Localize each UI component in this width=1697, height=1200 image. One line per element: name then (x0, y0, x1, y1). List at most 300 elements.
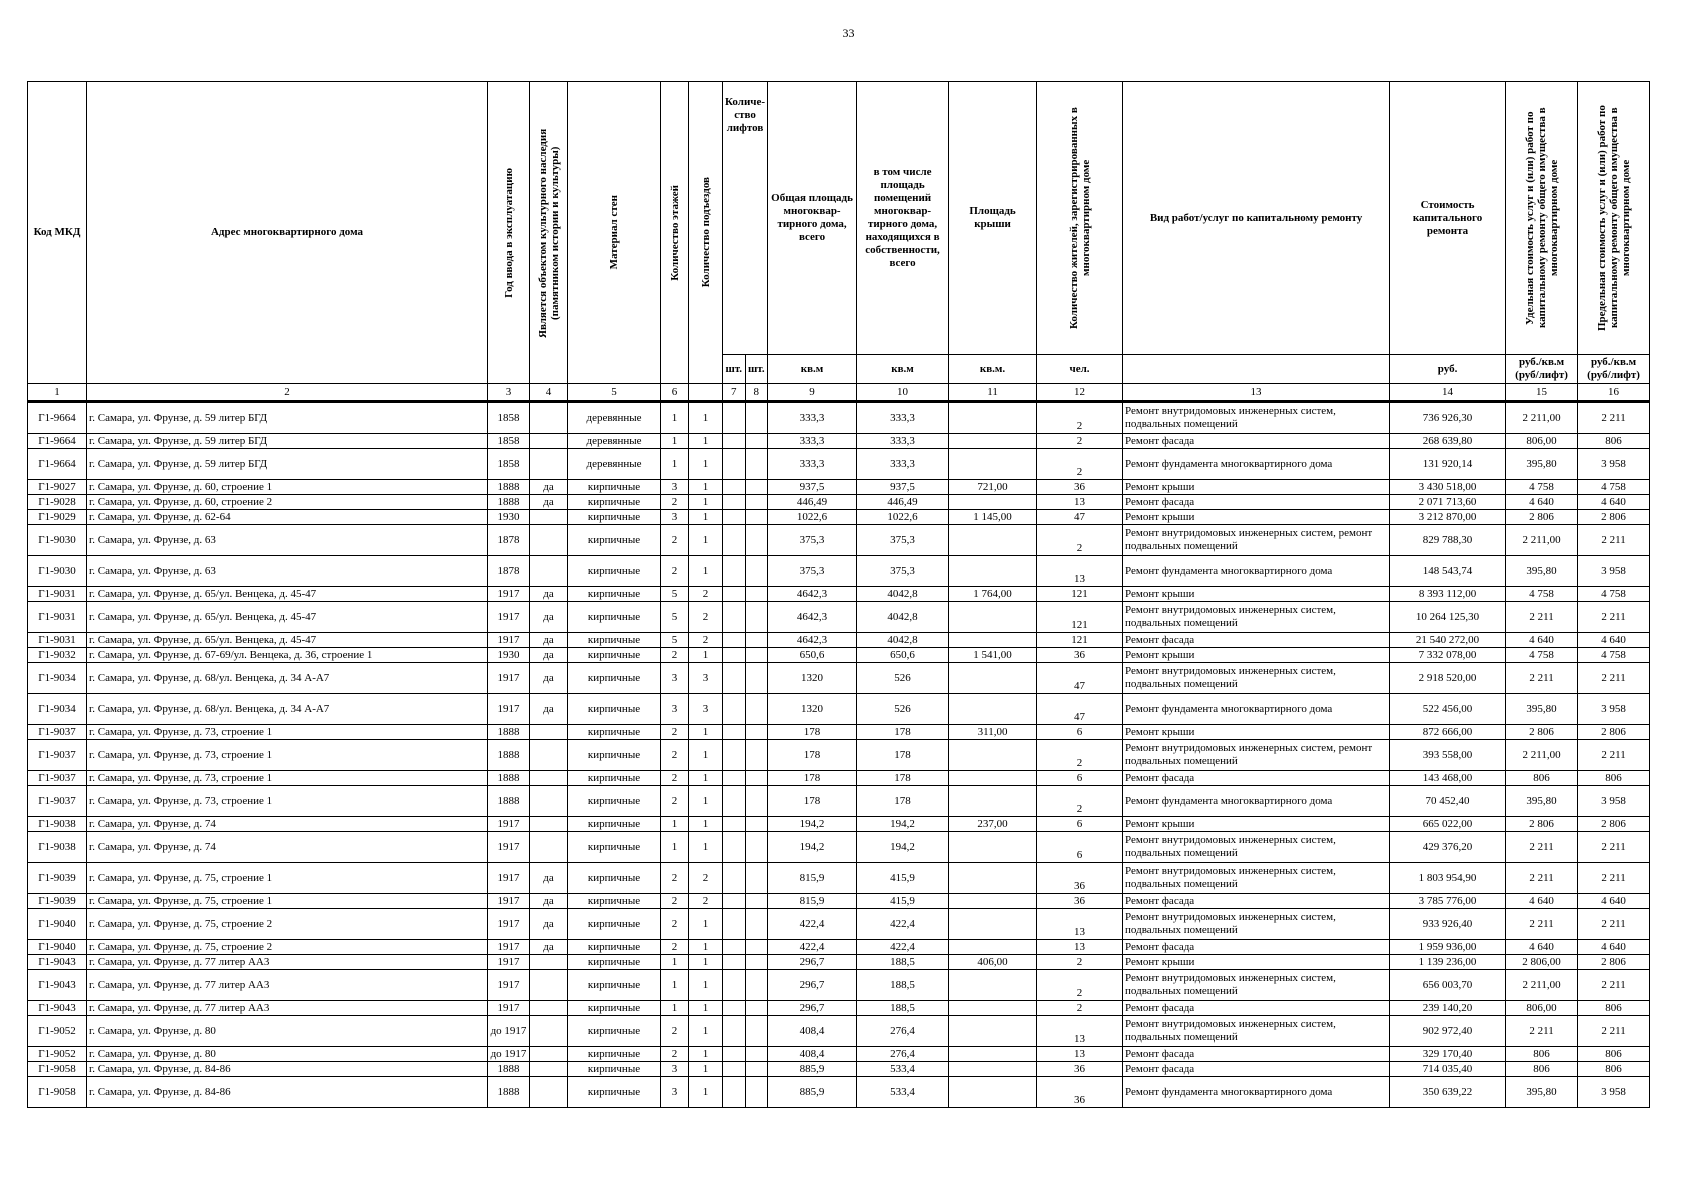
cell-limit-cost: 3 958 (1578, 786, 1650, 817)
cell-work-type: Ремонт внутридомовых инженерных систем, подвальных помещений (1123, 970, 1390, 1001)
cell-residents: 121 (1037, 587, 1123, 602)
cell-total-area: 4642,3 (768, 587, 857, 602)
cell-lifts-cargo (745, 894, 768, 909)
table-row (28, 786, 1650, 817)
cell-lifts-passenger (723, 587, 746, 602)
cell-residents: 13 (1037, 1047, 1123, 1062)
cell-total-area: 650,6 (768, 648, 857, 663)
cell-limit-cost: 3 958 (1578, 694, 1650, 725)
table-row (28, 694, 1650, 725)
cell-total-area: 296,7 (768, 970, 857, 1001)
cell-lifts-cargo (745, 863, 768, 894)
cell-lifts-cargo (745, 725, 768, 740)
cell-lifts-cargo (745, 648, 768, 663)
header-limit-cost-text: Предельная стоимость услуг и (или) работ по капитальному ремонту общего имущества в многоквартирном доме (1595, 105, 1632, 331)
cell-entrances: 1 (689, 725, 723, 740)
cell-lifts-passenger (723, 817, 746, 832)
table-row (28, 449, 1650, 480)
column-number: 2 (87, 384, 488, 402)
cell-walls: кирпичные (568, 525, 661, 556)
cell-cost: 714 035,40 (1390, 1062, 1506, 1077)
cell-walls: кирпичные (568, 817, 661, 832)
cell-limit-cost: 3 958 (1578, 556, 1650, 587)
cell-lifts-cargo (745, 786, 768, 817)
cell-lifts-cargo (745, 480, 768, 495)
cell-entrances: 1 (689, 1062, 723, 1077)
table-row (28, 1047, 1650, 1062)
cell-lifts-passenger (723, 1062, 746, 1077)
cell-cost: 8 393 112,00 (1390, 587, 1506, 602)
unit-residents: чел. (1037, 355, 1123, 384)
cell-floors: 2 (661, 1047, 689, 1062)
cell-unit-cost: 2 211 (1506, 1016, 1578, 1047)
cell-year: 1888 (488, 786, 530, 817)
cell-unit-cost: 2 806,00 (1506, 955, 1578, 970)
cell-total-area: 333,3 (768, 434, 857, 449)
cell-lifts-passenger (723, 480, 746, 495)
cell-total-area: 815,9 (768, 863, 857, 894)
cell-code: Г1-9040 (28, 940, 87, 955)
cell-address: г. Самара, ул. Фрунзе, д. 74 (87, 817, 488, 832)
cell-cost: 3 212 870,00 (1390, 510, 1506, 525)
cell-lifts-cargo (745, 556, 768, 587)
cell-code: Г1-9034 (28, 663, 87, 694)
unit-limit-cost: руб./кв.м (руб/лифт) (1578, 355, 1650, 384)
cell-address: г. Самара, ул. Фрунзе, д. 62-64 (87, 510, 488, 525)
cell-residents: 13 (1037, 909, 1123, 940)
cell-limit-cost: 2 806 (1578, 725, 1650, 740)
cell-owned-area: 533,4 (857, 1077, 949, 1108)
cell-total-area: 4642,3 (768, 602, 857, 633)
cell-lifts-passenger (723, 694, 746, 725)
cell-owned-area: 194,2 (857, 832, 949, 863)
cell-roof-area: 1 764,00 (949, 587, 1037, 602)
cell-year: 1917 (488, 970, 530, 1001)
cell-residents: 6 (1037, 725, 1123, 740)
cell-limit-cost: 2 211 (1578, 602, 1650, 633)
cell-entrances: 1 (689, 1047, 723, 1062)
cell-lifts-passenger (723, 771, 746, 786)
cell-address: г. Самара, ул. Фрунзе, д. 74 (87, 832, 488, 863)
cell-lifts-passenger (723, 1001, 746, 1016)
unit-total-area: кв.м (768, 355, 857, 384)
header-unit-cost-text: Удельная стоимость услуг и (или) работ по капитальному ремонту общего имущества в многоквартирном доме (1523, 107, 1560, 329)
cell-cost: 131 920,14 (1390, 449, 1506, 480)
cell-unit-cost: 395,80 (1506, 1077, 1578, 1108)
cell-cost: 393 558,00 (1390, 740, 1506, 771)
cell-walls: кирпичные (568, 740, 661, 771)
cell-heritage (530, 970, 568, 1001)
cell-unit-cost: 4 640 (1506, 894, 1578, 909)
cell-cost: 148 543,74 (1390, 556, 1506, 587)
page-number: 33 (842, 26, 855, 40)
cell-work-type: Ремонт крыши (1123, 510, 1390, 525)
cell-limit-cost: 3 958 (1578, 449, 1650, 480)
cell-limit-cost: 2 211 (1578, 740, 1650, 771)
cell-owned-area: 333,3 (857, 434, 949, 449)
cell-owned-area: 415,9 (857, 863, 949, 894)
cell-residents: 6 (1037, 832, 1123, 863)
cell-total-area: 296,7 (768, 1001, 857, 1016)
cell-lifts-cargo (745, 525, 768, 556)
cell-code: Г1-9058 (28, 1062, 87, 1077)
cell-walls: кирпичные (568, 556, 661, 587)
cell-lifts-passenger (723, 633, 746, 648)
cell-unit-cost: 2 211,00 (1506, 970, 1578, 1001)
cell-code: Г1-9052 (28, 1016, 87, 1047)
cell-entrances: 3 (689, 663, 723, 694)
header-residents-text: Количество жителей, зарегистрированных в многоквартирном доме (1067, 107, 1092, 329)
cell-owned-area: 194,2 (857, 817, 949, 832)
cell-code: Г1-9052 (28, 1047, 87, 1062)
cell-lifts-passenger (723, 894, 746, 909)
cell-roof-area (949, 1077, 1037, 1108)
cell-roof-area (949, 694, 1037, 725)
cell-address: г. Самара, ул. Фрунзе, д. 73, строение 1 (87, 771, 488, 786)
cell-limit-cost: 806 (1578, 771, 1650, 786)
cell-unit-cost: 395,80 (1506, 694, 1578, 725)
cell-lifts-passenger (723, 1077, 746, 1108)
cell-owned-area: 188,5 (857, 955, 949, 970)
cell-total-area: 815,9 (768, 894, 857, 909)
cell-entrances: 1 (689, 740, 723, 771)
cell-roof-area: 311,00 (949, 725, 1037, 740)
cell-work-type: Ремонт крыши (1123, 955, 1390, 970)
cell-year: 1917 (488, 694, 530, 725)
cell-cost: 2 071 713,60 (1390, 495, 1506, 510)
cell-lifts-passenger (723, 863, 746, 894)
cell-entrances: 2 (689, 863, 723, 894)
cell-lifts-cargo (745, 1047, 768, 1062)
cell-work-type: Ремонт фасада (1123, 1001, 1390, 1016)
cell-unit-cost: 395,80 (1506, 449, 1578, 480)
cell-unit-cost: 2 806 (1506, 510, 1578, 525)
cell-heritage: да (530, 863, 568, 894)
column-number (689, 384, 723, 402)
cell-work-type: Ремонт фасада (1123, 1047, 1390, 1062)
cell-work-type: Ремонт фундамента многоквартирного дома (1123, 786, 1390, 817)
cell-residents: 6 (1037, 771, 1123, 786)
cell-lifts-passenger (723, 740, 746, 771)
cell-unit-cost: 2 211 (1506, 863, 1578, 894)
cell-total-area: 4642,3 (768, 633, 857, 648)
cell-total-area: 885,9 (768, 1077, 857, 1108)
cell-unit-cost: 2 211 (1506, 663, 1578, 694)
cell-total-area: 375,3 (768, 556, 857, 587)
cell-walls: кирпичные (568, 1001, 661, 1016)
cell-unit-cost: 806 (1506, 1062, 1578, 1077)
cell-limit-cost: 2 806 (1578, 817, 1650, 832)
cell-lifts-passenger (723, 909, 746, 940)
cell-walls: кирпичные (568, 633, 661, 648)
header-walls (568, 82, 661, 384)
header-entrances-text: Количество подъездов (699, 177, 712, 288)
table-row (28, 434, 1650, 449)
cell-code: Г1-9037 (28, 771, 87, 786)
cell-work-type: Ремонт внутридомовых инженерных систем, подвальных помещений (1123, 1016, 1390, 1047)
cell-heritage (530, 1077, 568, 1108)
cell-lifts-passenger (723, 449, 746, 480)
cell-residents: 2 (1037, 402, 1123, 434)
cell-lifts-passenger (723, 1016, 746, 1047)
cell-heritage (530, 449, 568, 480)
cell-lifts-passenger (723, 832, 746, 863)
cell-unit-cost: 806,00 (1506, 1001, 1578, 1016)
cell-code: Г1-9031 (28, 587, 87, 602)
cell-work-type: Ремонт внутридомовых инженерных систем, подвальных помещений (1123, 663, 1390, 694)
table-row (28, 940, 1650, 955)
cell-year: 1917 (488, 633, 530, 648)
cell-code: Г1-9029 (28, 510, 87, 525)
cell-entrances: 1 (689, 832, 723, 863)
column-number: 7 (723, 384, 746, 402)
cell-cost: 1 803 954,90 (1390, 863, 1506, 894)
cell-cost: 2 918 520,00 (1390, 663, 1506, 694)
cell-total-area: 446,49 (768, 495, 857, 510)
cell-address: г. Самара, ул. Фрунзе, д. 77 литер АА3 (87, 1001, 488, 1016)
cell-heritage (530, 1047, 568, 1062)
cell-lifts-cargo (745, 587, 768, 602)
cell-lifts-cargo (745, 1062, 768, 1077)
cell-cost: 21 540 272,00 (1390, 633, 1506, 648)
cell-heritage: да (530, 663, 568, 694)
header-lifts: Количе-ство лифтов (723, 82, 768, 355)
cell-cost: 1 139 236,00 (1390, 955, 1506, 970)
cell-year: 1930 (488, 648, 530, 663)
cell-heritage (530, 1001, 568, 1016)
column-number: 9 (768, 384, 857, 402)
cell-cost: 429 376,20 (1390, 832, 1506, 863)
cell-address: г. Самара, ул. Фрунзе, д. 75, строение 2 (87, 940, 488, 955)
cell-work-type: Ремонт фундамента многоквартирного дома (1123, 556, 1390, 587)
cell-year: 1917 (488, 663, 530, 694)
cell-year: 1917 (488, 955, 530, 970)
table-row (28, 648, 1650, 663)
cell-entrances: 1 (689, 495, 723, 510)
cell-lifts-cargo (745, 495, 768, 510)
cell-total-area: 1320 (768, 663, 857, 694)
cell-entrances: 3 (689, 694, 723, 725)
cell-owned-area: 4042,8 (857, 633, 949, 648)
cell-work-type: Ремонт фасада (1123, 495, 1390, 510)
cell-work-type: Ремонт внутридомовых инженерных систем, подвальных помещений (1123, 402, 1390, 434)
cell-owned-area: 178 (857, 740, 949, 771)
table-row (28, 832, 1650, 863)
cell-roof-area: 406,00 (949, 955, 1037, 970)
cell-roof-area (949, 449, 1037, 480)
cell-residents: 36 (1037, 648, 1123, 663)
cell-walls: кирпичные (568, 587, 661, 602)
cell-cost: 872 666,00 (1390, 725, 1506, 740)
cell-floors: 3 (661, 663, 689, 694)
cell-entrances: 1 (689, 909, 723, 940)
cell-owned-area: 178 (857, 725, 949, 740)
cell-cost: 522 456,00 (1390, 694, 1506, 725)
unit-owned-area: кв.м (857, 355, 949, 384)
cell-roof-area (949, 402, 1037, 434)
cell-heritage (530, 771, 568, 786)
cell-limit-cost: 4 640 (1578, 495, 1650, 510)
cell-owned-area: 333,3 (857, 449, 949, 480)
cell-entrances: 1 (689, 434, 723, 449)
cell-lifts-passenger (723, 525, 746, 556)
cell-walls: кирпичные (568, 1062, 661, 1077)
cell-unit-cost: 4 640 (1506, 633, 1578, 648)
header-code: Код МКД (28, 82, 87, 384)
cell-residents: 6 (1037, 817, 1123, 832)
table-row (28, 1062, 1650, 1077)
cell-total-area: 178 (768, 740, 857, 771)
cell-cost: 3 785 776,00 (1390, 894, 1506, 909)
cell-walls: кирпичные (568, 1016, 661, 1047)
cell-lifts-passenger (723, 725, 746, 740)
table-row (28, 771, 1650, 786)
cell-heritage (530, 817, 568, 832)
cell-residents: 47 (1037, 694, 1123, 725)
cell-unit-cost: 4 640 (1506, 940, 1578, 955)
header-cost: Стоимость капитального ремонта (1390, 82, 1506, 355)
cell-roof-area: 1 541,00 (949, 648, 1037, 663)
cell-limit-cost: 4 640 (1578, 633, 1650, 648)
cell-unit-cost: 806,00 (1506, 434, 1578, 449)
cell-entrances: 1 (689, 449, 723, 480)
cell-cost: 239 140,20 (1390, 1001, 1506, 1016)
cell-address: г. Самара, ул. Фрунзе, д. 68/ул. Венцека, д. 34 А-А7 (87, 663, 488, 694)
cell-heritage: да (530, 940, 568, 955)
table-row (28, 863, 1650, 894)
table-body (28, 402, 1650, 1108)
cell-lifts-passenger (723, 648, 746, 663)
cell-work-type: Ремонт фундамента многоквартирного дома (1123, 449, 1390, 480)
cell-cost: 268 639,80 (1390, 434, 1506, 449)
cell-walls: кирпичные (568, 1047, 661, 1062)
cell-floors: 2 (661, 909, 689, 940)
cell-code: Г1-9040 (28, 909, 87, 940)
cell-lifts-cargo (745, 909, 768, 940)
cell-walls: кирпичные (568, 495, 661, 510)
cell-heritage: да (530, 633, 568, 648)
cell-walls: кирпичные (568, 863, 661, 894)
cell-lifts-cargo (745, 817, 768, 832)
cell-owned-area: 276,4 (857, 1016, 949, 1047)
cell-lifts-cargo (745, 633, 768, 648)
cell-cost: 656 003,70 (1390, 970, 1506, 1001)
cell-work-type: Ремонт фасада (1123, 940, 1390, 955)
cell-entrances: 1 (689, 510, 723, 525)
cell-address: г. Самара, ул. Фрунзе, д. 65/ул. Венцека, д. 45-47 (87, 587, 488, 602)
cell-lifts-cargo (745, 940, 768, 955)
cell-unit-cost: 2 211,00 (1506, 740, 1578, 771)
cell-residents: 2 (1037, 970, 1123, 1001)
cell-floors: 2 (661, 525, 689, 556)
cell-work-type: Ремонт крыши (1123, 817, 1390, 832)
header-walls-text: Материал стен (608, 195, 620, 270)
cell-residents: 36 (1037, 480, 1123, 495)
cell-year: 1888 (488, 725, 530, 740)
cell-owned-area: 375,3 (857, 525, 949, 556)
cell-roof-area (949, 740, 1037, 771)
cell-work-type: Ремонт фундамента многоквартирного дома (1123, 694, 1390, 725)
table-row (28, 510, 1650, 525)
column-number: 16 (1578, 384, 1650, 402)
cell-limit-cost: 3 958 (1578, 1077, 1650, 1108)
cell-address: г. Самара, ул. Фрунзе, д. 68/ул. Венцека, д. 34 А-А7 (87, 694, 488, 725)
cell-roof-area (949, 525, 1037, 556)
cell-year: 1888 (488, 495, 530, 510)
table-row (28, 495, 1650, 510)
cell-roof-area (949, 1016, 1037, 1047)
cell-floors: 1 (661, 955, 689, 970)
cell-lifts-cargo (745, 402, 768, 434)
capital-repair-table (27, 81, 1650, 1108)
cell-residents: 2 (1037, 525, 1123, 556)
cell-floors: 3 (661, 1077, 689, 1108)
cell-walls: кирпичные (568, 663, 661, 694)
column-number: 12 (1037, 384, 1123, 402)
cell-floors: 2 (661, 648, 689, 663)
cell-floors: 3 (661, 480, 689, 495)
cell-roof-area (949, 832, 1037, 863)
cell-heritage: да (530, 909, 568, 940)
cell-cost: 143 468,00 (1390, 771, 1506, 786)
header-owned-area: в том числе площадь помещений многоквар-тирного дома, находящихся в собственности, всего (857, 82, 949, 355)
cell-floors: 2 (661, 771, 689, 786)
cell-lifts-passenger (723, 970, 746, 1001)
cell-roof-area (949, 970, 1037, 1001)
cell-floors: 2 (661, 894, 689, 909)
cell-limit-cost: 4 758 (1578, 648, 1650, 663)
cell-total-area: 178 (768, 786, 857, 817)
cell-year: 1917 (488, 894, 530, 909)
cell-heritage (530, 434, 568, 449)
cell-work-type: Ремонт фасада (1123, 633, 1390, 648)
cell-roof-area (949, 1001, 1037, 1016)
cell-heritage (530, 832, 568, 863)
cell-residents: 13 (1037, 556, 1123, 587)
cell-heritage (530, 1062, 568, 1077)
cell-code: Г1-9027 (28, 480, 87, 495)
cell-year: до 1917 (488, 1047, 530, 1062)
cell-unit-cost: 4 758 (1506, 480, 1578, 495)
cell-residents: 13 (1037, 1016, 1123, 1047)
cell-year: 1858 (488, 434, 530, 449)
cell-heritage (530, 725, 568, 740)
column-number: 10 (857, 384, 949, 402)
cell-year: 1858 (488, 402, 530, 434)
cell-owned-area: 415,9 (857, 894, 949, 909)
table-row (28, 1077, 1650, 1108)
cell-lifts-cargo (745, 955, 768, 970)
cell-entrances: 2 (689, 602, 723, 633)
cell-year: 1888 (488, 1062, 530, 1077)
cell-lifts-passenger (723, 786, 746, 817)
cell-limit-cost: 4 640 (1578, 940, 1650, 955)
cell-limit-cost: 2 211 (1578, 525, 1650, 556)
cell-address: г. Самара, ул. Фрунзе, д. 84-86 (87, 1077, 488, 1108)
cell-residents: 2 (1037, 1001, 1123, 1016)
cell-roof-area: 237,00 (949, 817, 1037, 832)
cell-walls: кирпичные (568, 955, 661, 970)
cell-address: г. Самара, ул. Фрунзе, д. 59 литер БГД (87, 434, 488, 449)
cell-heritage (530, 525, 568, 556)
cell-walls: кирпичные (568, 480, 661, 495)
cell-address: г. Самара, ул. Фрунзе, д. 65/ул. Венцека, д. 45-47 (87, 633, 488, 648)
cell-cost: 329 170,40 (1390, 1047, 1506, 1062)
cell-residents: 2 (1037, 740, 1123, 771)
cell-roof-area (949, 1062, 1037, 1077)
header-heritage (530, 82, 568, 384)
cell-address: г. Самара, ул. Фрунзе, д. 60, строение 1 (87, 480, 488, 495)
